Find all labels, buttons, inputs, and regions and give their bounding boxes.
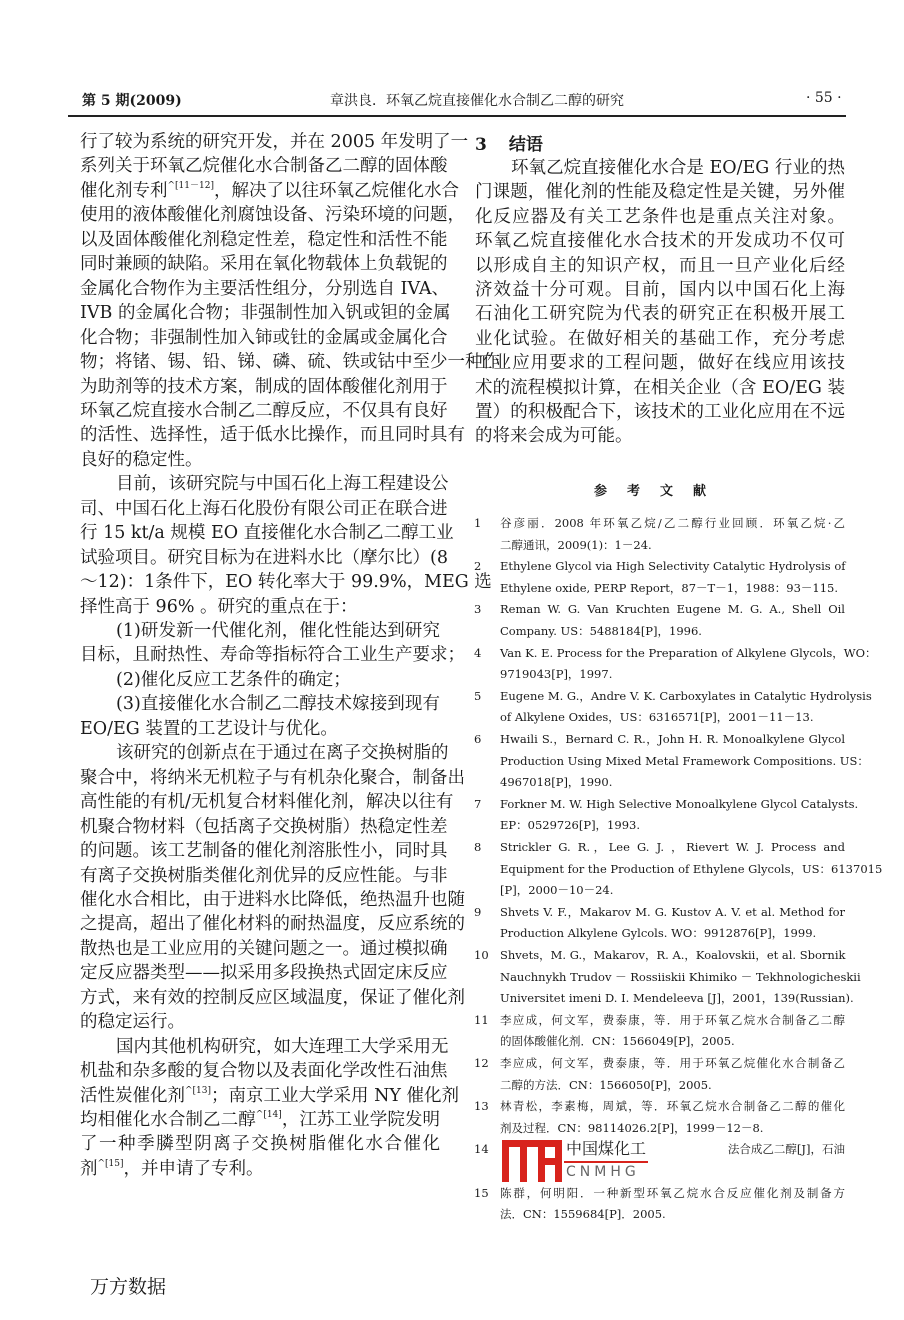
reference-line: Ethylene Glycol via High Selectivity Catalytic Hydrolysis of: [500, 559, 846, 574]
text-line: 散热也是工业应用的关键问题之一。通过模拟确: [80, 938, 448, 959]
section-title: 结语: [508, 135, 543, 155]
text-line: 环氧乙烷直接催化水合技术的开发成功不仅可: [475, 231, 845, 252]
watermark-cn: 中国煤化工: [566, 1139, 647, 1158]
text-line: 以及固体酸催化剂稳定性差，稳定性和活性不能: [80, 229, 448, 250]
text-line: 金属化合物作为主要活性组分，分别选自 IVA、: [80, 278, 450, 299]
text-line: 济效益十分可观。目前，国内以中国石化上海: [475, 280, 845, 300]
section-heading: [475, 130, 565, 155]
text-line: 择性高于 96% 。研究的重点在于：: [80, 596, 358, 617]
text-line: 的将来会成为可能。: [475, 426, 633, 447]
text-line: 置）的积极配合下，该技术的工业化应用在不远: [475, 402, 845, 422]
reference-line: 谷彦丽．2008 年环氧乙烷/乙二醇行业回顾．环氧乙烷·乙: [500, 516, 845, 530]
reference-number: 10: [474, 948, 489, 962]
reference-line: Nauchnykh Trudov － Rossiiskii Khimiko － Tekhnologicheskii: [500, 969, 861, 984]
text-line: 良好的稳定性。: [80, 449, 203, 470]
reference-number: 12: [474, 1056, 489, 1070]
text-line: 的活性、选择性，适于低水比操作，而且同时具有: [80, 425, 465, 446]
text-line: 活性炭催化剂$^{\^{}[13]}$；南京工业大学采用 NY 催化剂: [80, 1085, 460, 1106]
reference-number: 1: [474, 516, 482, 530]
watermark-logo: [500, 1140, 695, 1182]
text-line: 工业应用要求的工程问题，做好在线应用该技: [475, 353, 845, 374]
reference-line: Hwaili S.，Bernard C. R.，John H. R. Monoalkylene Glycol: [500, 732, 845, 746]
text-line: 机盐和杂多酸的复合物以及表面化学改性石油焦: [80, 1061, 448, 1082]
reference-number: 11: [474, 1012, 489, 1027]
text-line: 司、中国石化上海石化股份有限公司正在联合进: [80, 498, 448, 519]
text-line: 行 15 kt/a 规模 EO 直接催化水合制乙二醇工业: [80, 523, 454, 544]
citation: ^[11－12]: [167, 180, 214, 191]
text-line: 的问题。该工艺制备的催化剂溶胀性小，同时具: [80, 841, 448, 862]
reference-line: 二醇通讯，2009(1)：1－24.: [500, 537, 652, 552]
reference-number: 6: [474, 732, 482, 746]
text-line: 化合物；非强制性加入铈或钍的金属或金属化合: [80, 327, 448, 348]
text-line: 催化剂专利$^{\^{}[11-12]}$，解决了以往环氧乙烷催化水合: [80, 180, 459, 201]
text-line: 高性能的有机/无机复合材料催化剂，解决以往有: [80, 792, 454, 813]
text-line: IVB 的金属化合物；非强制性加入钒或钽的金属: [80, 303, 451, 324]
text-line: 为助剂等的技术方案，制成的固体酸催化剂用于: [80, 376, 448, 397]
reference-line: Company. US：5488184[P]，1996.: [500, 624, 702, 638]
reference-number: 13: [474, 1099, 489, 1114]
header-rule: [68, 115, 846, 117]
text-line: 化反应器及有关工艺条件也是重点关注对象。: [475, 206, 845, 227]
text-line: 术的流程模拟计算，在相关企业（含 EO/EG 装: [475, 377, 845, 398]
text-line: 以形成自主的知识产权，而且一旦产业化后经: [475, 255, 845, 276]
text-line: 均相催化水合制乙二醇$^{\^{}[14]}$，江苏工业学院发明: [80, 1110, 440, 1130]
reference-line: 的固体酸催化剂．CN：1566049[P]，2005.: [500, 1034, 735, 1049]
citation: ^[14]: [255, 1110, 282, 1120]
reference-line: 林青松，李素梅，周斌，等．环氧乙烷水合制备乙二醇的催化: [500, 1099, 845, 1114]
text-line: 催化水合相比，由于进料水比降低，绝热温升也随: [80, 889, 465, 910]
text-line: 剂$^{\^{}[15]}$，并申请了专利。: [80, 1158, 264, 1179]
reference-line: Strickler G. R.，Lee G. J. ，Rievert W. J. Process and: [500, 840, 845, 854]
text-line: 系列关于环氧乙烷催化水合制备乙二醇的固体酸: [80, 156, 448, 177]
reference-line: Shvets V. F.，Makarov M. G. Kustov A. V. et al. Method for: [500, 904, 845, 919]
reference-line: 法合成乙二醇[J]，石油: [727, 1142, 845, 1157]
reference-line: of Alkylene Oxides，US：6316571[P]，2001－11－13.: [500, 710, 814, 725]
footer-source: 万方数据: [90, 1276, 167, 1298]
text-line: 该研究的创新点在于通过在离子交换树脂的: [116, 743, 449, 764]
text-line: 使用的液体酸催化剂腐蚀设备、污染环境的问题，: [80, 205, 465, 226]
reference-number: 5: [474, 688, 482, 703]
text-line: 机聚合物材料（包括离子交换树脂）热稳定性差: [80, 816, 448, 837]
issue-label: 第 5 期(2009): [82, 93, 182, 109]
reference-line: EP：0529726[P]，1993.: [500, 818, 640, 833]
reference-line: Production Using Mixed Metal Framework Compositions. US：: [500, 753, 869, 768]
text-line: EO/EG 装置的工艺设计与优化。: [80, 718, 338, 739]
reference-line: Eugene M. G.，Andre V. K. Carboxylates in Catalytic Hydrolysis: [500, 688, 872, 703]
reference-line: [P]，2000－10－24.: [500, 883, 614, 898]
running-title: 章洪良．环氧乙烷直接催化水合制乙二醇的研究: [330, 93, 624, 109]
reference-number: 2: [474, 559, 482, 574]
text-line: 的稳定运行。: [80, 1012, 185, 1033]
reference-line: 李应成，何文军，费泰康，等．用于环氧乙烷催化水合制备乙: [500, 1056, 845, 1070]
text-line: 环氧乙烷直接催化水合是 EO/EG 行业的热: [511, 158, 845, 178]
reference-line: Ethylene oxide, PERP Report，87－T－1，1988：93－115.: [500, 580, 839, 595]
reference-line: 4967018[P]，1990.: [500, 775, 613, 790]
text-line: 试验项目。研究目标为在进料水比（摩尔比）(8: [80, 547, 448, 568]
section-number: 3: [475, 135, 487, 155]
text-line: 有离子交换树脂类催化剂优异的反应性能。与非: [80, 865, 448, 886]
reference-number: 8: [474, 840, 482, 854]
reference-line: Shvets，M. G.，Makarov，R. A.，Koalovskii，et al. Sbornik: [500, 948, 846, 962]
reference-line: Reman W. G. Van Kruchten Eugene M. G. A., Shell Oil: [500, 602, 845, 617]
text-line: (3)直接催化水合制乙二醇技术嫁接到现有: [116, 694, 440, 715]
references-title: 参考文献: [593, 484, 726, 499]
text-line: 聚合中，将纳米无机粒子与有机杂化聚合，制备出: [80, 767, 465, 788]
reference-line: Universitet imeni D. I. Mendeleeva [J]，2001，139(Russian).: [500, 991, 854, 1006]
reference-number: 3: [474, 602, 482, 617]
reference-line: Forkner M. W. High Selective Monoalkylene Glycol Catalysts.: [500, 796, 859, 811]
reference-line: 二醇的方法．CN：1566050[P]，2005.: [500, 1077, 712, 1092]
text-line: 行了较为系统的研究开发，并在 2005 年发明了一: [80, 132, 469, 152]
citation: ^[13]: [185, 1085, 212, 1096]
reference-line: Production Alkylene Gylcols. WO：9912876[P]，1999.: [500, 926, 817, 941]
text-line: 了一种季膦型阴离子交换树脂催化水合催化: [80, 1134, 440, 1155]
text-line: 国内其他机构研究，如大连理工大学采用无: [116, 1036, 449, 1057]
reference-line: Equipment for the Production of Ethylene Glycols，US：6137015: [500, 861, 883, 876]
citation: ^[15]: [97, 1158, 124, 1169]
text-line: 石油化工研究院为代表的研究正在积极开展工: [475, 304, 845, 325]
text-line: 之提高，超出了催化材料的耐热温度，反应系统的: [80, 914, 465, 935]
text-line: (1)研发新一代催化剂，催化性能达到研究: [116, 621, 440, 641]
watermark-en: CNMHG: [566, 1164, 640, 1180]
reference-line: 剂及过程．CN：98114026.2[P]，1999－12－8.: [500, 1120, 764, 1135]
reference-line: 李应成，何文军，费泰康，等．用于环氧乙烷水合制备乙二醇: [500, 1012, 845, 1027]
reference-line: 陈群，何明阳．一种新型环氧乙烷水合反应催化剂及制备方: [500, 1185, 845, 1200]
reference-line: Van K. E. Process for the Preparation of Alkylene Glycols，WO：: [500, 645, 877, 660]
reference-number: 7: [474, 796, 482, 811]
text-line: 方式，来有效的控制反应区域温度，保证了催化剂: [80, 987, 465, 1008]
text-line: 物；将锗、锡、铅、锑、磷、硫、铁或钴中至少一种作: [80, 352, 500, 373]
text-line: 同时兼顾的缺陷。采用在氧化物载体上负载铌的: [80, 254, 448, 275]
text-line: 定反应器类型——拟采用多段换热式固定床反应: [80, 963, 448, 984]
reference-number: 14: [474, 1142, 489, 1157]
reference-line: 法．CN：1559684[P]．2005.: [500, 1207, 666, 1222]
reference-line: 9719043[P]，1997.: [500, 667, 613, 682]
text-line: ～12)：1条件下，EO 转化率大于 99.9%，MEG 选: [80, 572, 492, 593]
page-number: · 55 ·: [806, 90, 842, 106]
reference-number: 15: [474, 1185, 489, 1200]
text-line: 门课题，催化剂的性能及稳定性是关键，另外催: [475, 182, 845, 203]
text-line: 目标，且耐热性、寿命等指标符合工业生产要求；: [80, 645, 465, 666]
reference-number: 9: [474, 904, 482, 919]
text-line: 目前，该研究院与中国石化上海工程建设公: [116, 474, 449, 495]
text-line: (2)催化反应工艺条件的确定；: [116, 669, 351, 690]
reference-number: 4: [474, 645, 482, 660]
text-line: 业化试验。在做好相关的基础工作，充分考虑: [475, 328, 845, 349]
text-line: 环氧乙烷直接水合制乙二醇反应，不仅具有良好: [80, 400, 448, 421]
